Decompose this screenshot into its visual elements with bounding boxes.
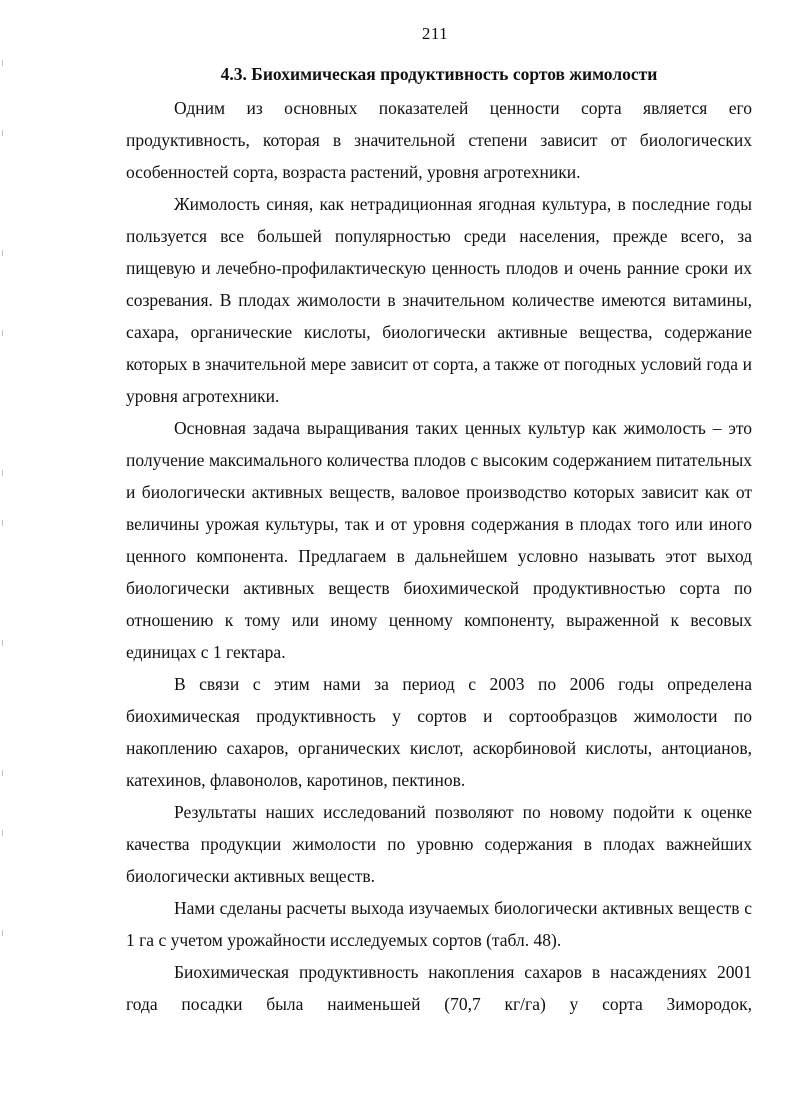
paragraph: Основная задача выращивания таких ценных культур как жимолость – это получение максимального количества плодов с высоким содержанием питательных и биологически активных веществ, валовое производство которых зависит как от величины урожая культуры, так и от уровня содержания в плодах того или иного ценного компонента. Предлагаем в дальнейшем условно называть этот выход биологически активных веществ биохимической продуктивностью сорта по отношению к тому или иному ценному компоненту, выраженной к весовых единицах с 1 гектара.	[126, 418, 752, 662]
scan-margin-artifacts	[2, 0, 14, 1103]
scan-mark	[2, 330, 6, 336]
scan-mark	[2, 770, 6, 776]
body-text	[126, 92, 752, 1020]
scan-mark	[2, 250, 6, 256]
paragraph: Одним из основных показателей ценности сорта является его продуктивность, которая в значительной степени зависит от биологических особенностей сорта, возраста растений, уровня агротехники.	[126, 98, 752, 182]
scan-mark	[2, 930, 6, 936]
scan-mark	[2, 830, 6, 836]
page-number: 211	[421, 24, 449, 43]
scan-mark	[2, 60, 6, 66]
paragraph: В связи с этим нами за период с 2003 по 2006 годы определена биохимическая продуктивность у сортов и сортообразцов жимолости по накоплению сахаров, органических кислот, аскорбиновой кислоты, антоцианов, катехинов, флавонолов, каротинов, пектинов.	[126, 674, 752, 790]
paragraph: Жимолость синяя, как нетрадиционная ягодная культура, в последние годы пользуется все большей популярностью среди населения, прежде всего, за пищевую и лечебно-профилактическую ценность плодов и очень ранние сроки их созревания. В плодах жимолости в значительном количестве имеются витамины, сахара, органические кислоты, биологически активные вещества, содержание которых в значительной мере зависит от сорта, а также от погодных условий года и уровня агротехники.	[126, 194, 752, 406]
scan-mark	[2, 520, 6, 526]
section-title: 4.3. Биохимическая продуктивность сортов жимолости	[220, 64, 658, 84]
scan-mark	[2, 470, 6, 476]
paragraph: Результаты наших исследований позволяют по новому подойти к оценке качества продукции жимолости по уровню содержания в плодах важнейших биологически активных веществ.	[126, 802, 752, 886]
paragraph: Биохимическая продуктивность накопления сахаров в насаждениях 2001 года посадки была наименьшей (70,7 кг/га) у сорта Зимородок,	[126, 962, 752, 1014]
scan-mark	[2, 130, 6, 136]
scan-mark	[2, 640, 6, 646]
paragraph: Нами сделаны расчеты выхода изучаемых биологически активных веществ с 1 га с учетом урожайности исследуемых сортов (табл. 48).	[126, 898, 752, 950]
